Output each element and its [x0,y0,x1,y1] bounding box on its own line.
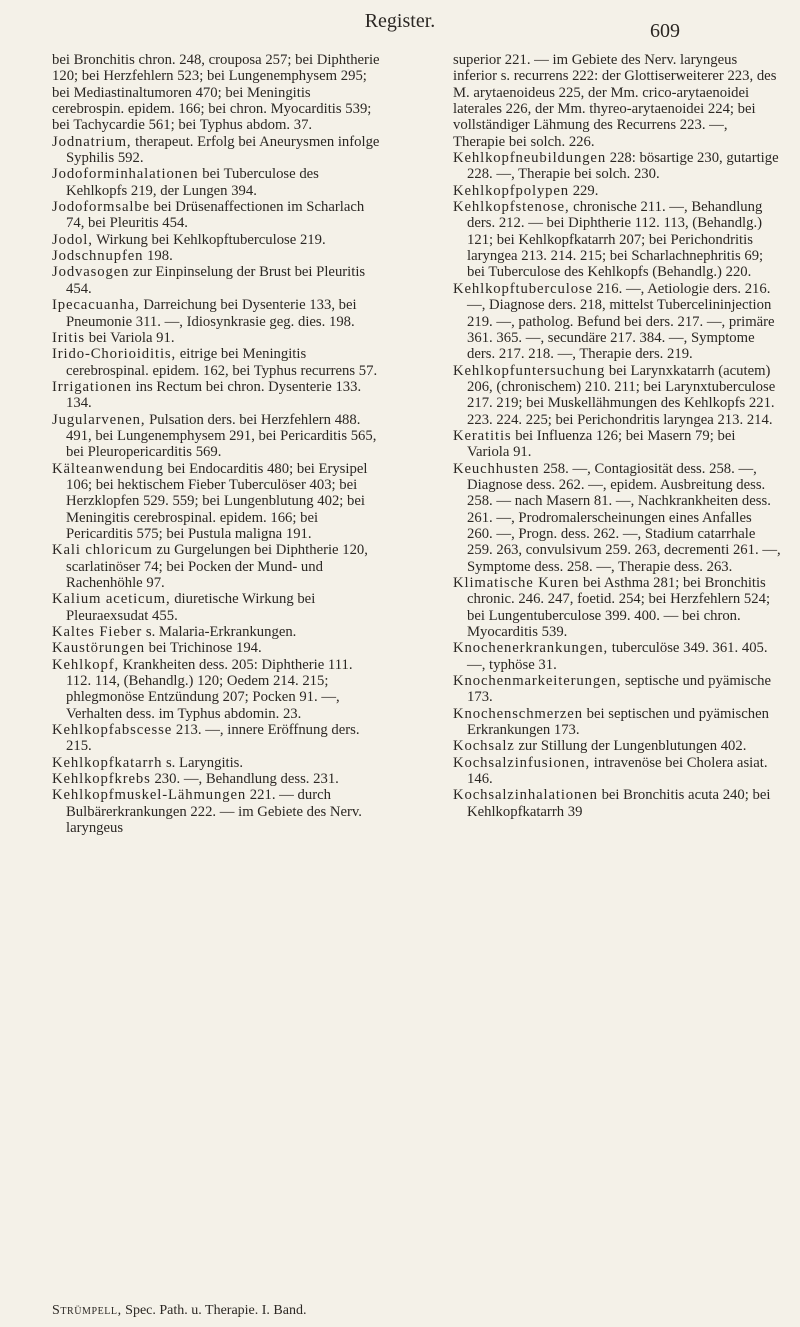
index-entry [453,150,781,183]
index-references: zur Einpinselung der Brust bei Pleuritis 454. [66,264,366,297]
footer-work: Spec. Path. u. Therapie. I. Band. [121,1303,307,1318]
index-entry [453,363,781,428]
index-references: bei Drüsenaffectionen im Scharlach 74, bei Pleuritis 454. [66,199,365,232]
index-entry [453,738,781,754]
index-entry [453,183,781,199]
index-term: Kehlkopfmuskel-Lähmungen [52,787,247,804]
index-references: 198. [143,248,173,265]
index-references: 221. — durch Bulbärerkrankungen 222. — im Gebiete des Nerv. laryngeus [66,787,362,837]
index-references: bei Bronchitis chron. 248, crouposa 257; bei Diphtherie 120; bei Herzfehlern 523; bei Lungenemphysem 295; bei Mediastinaltumoren 470; bei Meningitis cerebrospin. epidem. 166; bei chron. Myocarditis 539; bei Tachycardie 561; bei Typhus abdom. 37. [52,52,380,134]
index-entry [52,624,380,640]
index-references: septische und pyämische 173. [467,673,771,706]
page-footer [52,1303,306,1319]
index-references: intravenöse bei Cholera asiat. 146. [467,754,768,788]
index-entry [52,591,380,624]
index-references: zur Stillung der Lungenblutungen 402. [514,738,747,755]
index-references: therapeut. Erfolg bei Aneurysmen infolge Syphilis 592. [66,133,380,167]
index-term: Kali chloricum [52,542,153,559]
index-term: Kochsalzinfusionen, [453,754,591,771]
index-entry [52,52,380,134]
index-term: Kehlkopfpolypen [453,182,570,199]
index-references: bei Influenza 126; bei Masern 79; bei Variola 91. [467,427,736,461]
index-references: bei Bronchitis acuta 240; bei Kehlkopfkatarrh 39 [467,787,771,820]
index-term: Ipecacuanha, [52,297,140,314]
index-references: Wirkung bei Kehlkopftuberculose 219. [92,231,326,248]
index-entry [52,412,380,461]
index-term: Kaustörungen [52,640,145,657]
index-term: Klimatische Kuren [453,575,580,591]
index-term: Jodnatrium, [52,133,132,150]
index-references: diuretische Wirkung bei Pleuraexsudat 455. [66,591,316,624]
index-entry [52,755,380,771]
index-references: 258. —, Contagiosität dess. 258. —, Diagnose dess. 262. —, epidem. Ausbreitung dess. 258. — nach Masern 81. —, Nachkrankheiten dess. 261. —, Prodromalerscheinungen eines Anfalles 260. —, Progn. dess. 262. —, Stadium catarrhale 259. 263, convulsivum 259. 263, decrementi 261. —, Symptome dess. 258. —, Therapie dess. 263. [467,460,781,575]
index-entry [52,657,380,722]
index-references: Pulsation ders. bei Herzfehlern 488. 491, bei Lungenemphysem 291, bei Pericarditis 565, bei Pleuropericarditis 569. [66,411,377,461]
index-term: Kehlkopfabscesse [52,722,173,739]
index-references: eitrige bei Meningitis cerebrospinal. epidem. 162, bei Typhus recurrens 57. [66,346,378,379]
index-references: bei Trichinose 194. [144,640,262,657]
index-entry [453,52,781,150]
index-references: 230. —, Behandlung dess. 231. [150,771,339,788]
index-term: Jodol, [52,231,93,248]
index-entry [453,706,781,739]
index-references: 216. —, Aetiologie ders. 216. —, Diagnose ders. 218, mittelst Tubercelininjection 219. —, patholog. Befund bei ders. 217. —, primäre 361. 365. —, secundäre 217. 384. —, Symptome ders. 217. 218. —, Therapie ders. 219. [467,280,775,363]
index-entry [52,722,380,755]
index-entry [52,232,380,248]
index-entry [52,640,380,656]
index-term: Jodoformsalbe [52,199,150,216]
index-term: Keuchhusten [453,460,540,477]
index-entry [453,461,781,575]
index-entry [52,297,380,330]
index-term: Knochenschmerzen [453,705,583,722]
index-references: bei Asthma 281; bei Bronchitis chronic. 246. 247, foetid. 254; bei Herzfehlern 524; bei Lungentuberculose 399. 400. — bei chron. Myocarditis 539. [467,575,771,641]
index-entry [52,379,380,412]
index-entry [453,755,781,788]
index-term: Knochenmarkeiterungen, [453,673,622,690]
index-references: 213. —, innere Eröffnung ders. 215. [66,722,360,755]
index-entry [52,166,380,199]
index-entry [453,640,781,673]
index-references: s. Malaria-Erkrankungen. [142,624,297,641]
index-entry [453,428,781,461]
index-references: bei Endocarditis 480; bei Erysipel 106; bei hektischem Fieber Tuberculöser 403; bei Herzklopfen 529. 559; bei Lungenblutung 402; bei Meningitis cerebrospinal. epidem. 166; bei Pericarditis 575; bei Pustula maligna 191. [66,460,368,542]
index-term: Knochenerkrankungen, [453,640,609,657]
index-entry [52,771,380,787]
index-column-right [453,52,781,820]
index-term: Kehlkopf, [52,656,120,673]
index-term: Kochsalz [453,738,515,755]
index-entry [52,787,380,836]
index-term: Kehlkopfuntersuchung [453,362,606,379]
index-references: bei septischen und pyämischen Erkrankungen 173. [467,705,769,739]
index-term: Kehlkopfkatarrh [52,754,163,771]
index-term: Kehlkopfneubildungen [453,150,607,167]
index-term: Irido-Chorioiditis, [52,346,177,363]
running-head: Register. [364,10,436,32]
index-term: Jodvasogen [52,264,130,281]
footer-author: Strümpell, [52,1303,122,1318]
index-references: ins Rectum bei chron. Dysenterie 133. 134. [66,378,362,412]
index-entry [52,346,380,379]
index-references: Krankheiten dess. 205: Diphtherie 111. 112. 114, (Behandlg.) 120; Oedem 214. 215; phlegmonöse Entzündung 207; Pocken 91. —, Verhalten dess. im Typhus abdomin. 23. [66,656,353,722]
index-entry [52,134,380,167]
index-term: Kalium aceticum, [52,591,171,608]
index-term: Kochsalzinhalationen [453,787,598,804]
index-entry [52,248,380,264]
index-term: Kehlkopftuberculose [453,280,593,297]
index-references: s. Laryngitis. [162,754,244,771]
index-entry [453,673,781,706]
page-number: 609 [650,20,680,42]
index-entry [52,330,380,346]
index-term: Jodoforminhalationen [52,166,199,183]
index-term: Jugularvenen, [52,411,146,428]
index-entry [453,199,781,281]
index-term: Iritis [52,329,86,346]
index-entry [453,575,781,640]
index-references: bei Larynxkatarrh (acutem) 206, (chronischem) 210. 211; bei Larynxtuberculose 217. 219; bei Muskellähmungen des Kehlkopfs 221. 223. 224. 225; bei Perichondritis laryngea 213. 214. [467,362,776,428]
index-references: Darreichung bei Dysenterie 133, bei Pneumonie 311. —, Idiosynkrasie geg. dies. 198. [66,297,357,330]
index-term: Irrigationen [52,378,132,395]
index-term: Keratitis [453,427,512,444]
index-references: tuberculöse 349. 361. 405. —, typhöse 31. [467,640,768,673]
index-references: bei Variola 91. [85,329,175,346]
index-entry [453,281,781,363]
index-entry [52,199,380,232]
index-references: bei Tuberculose des Kehlkopfs 219, der Lungen 394. [66,166,319,199]
index-entry [52,542,380,591]
index-entry [52,264,380,297]
index-references: chronische 211. —, Behandlung ders. 212. — bei Diphtherie 112. 113, (Behandlg.) 121; bei Kehlkopfkatarrh 207; bei Perichondritis laryngea 213. 214. 215; bei Scharlachnephritis 69; bei Tuberculose des Kehlkopfs (Behandlg.) 220. [467,199,764,281]
index-term: Kehlkopfstenose, [453,199,570,216]
index-entry [52,461,380,543]
index-references: zu Gurgelungen bei Diphtherie 120, scarlatinöser 74; bei Pocken der Mund- und Rachenhöhle 97. [66,542,368,591]
index-references: 229. [569,182,599,199]
index-entry [453,787,781,820]
index-term: Jodschnupfen [52,248,144,265]
index-column-left [52,52,380,837]
index-term: Kehlkopfkrebs [52,771,151,788]
index-references: superior 221. — im Gebiete des Nerv. laryngeus inferior s. recurrens 222: der Glottiserweiterer 223, des M. arytaenoideus 225, der Mm. crico-arytaenoidei laterales 226, der Mm. thyreo-arytaenoidei 224; bei vollständiger Lähmung des Recurrens 223. —, Therapie bei solch. 226. [453,52,777,150]
index-term: Kälteanwendung [52,460,164,477]
index-references: 228: bösartige 230, gutartige 228. —, Therapie bei solch. 230. [467,150,779,183]
index-term: Kaltes Fieber [52,624,143,641]
